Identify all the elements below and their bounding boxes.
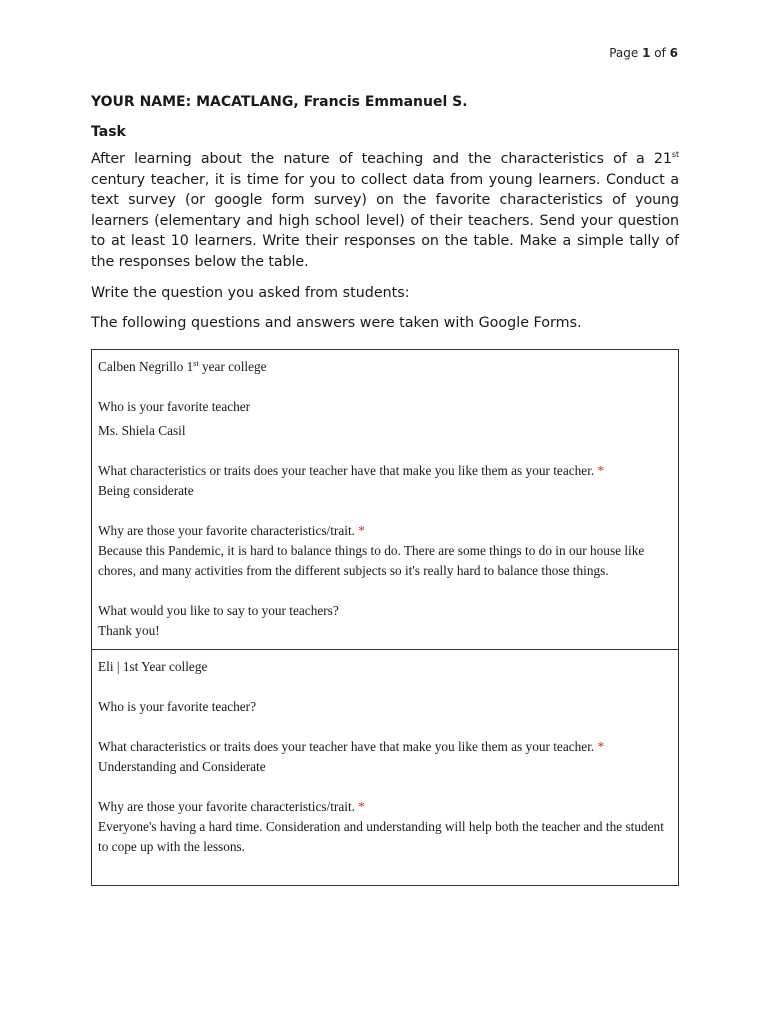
answer-why: Because this Pandemic, it is hard to balance things to do. There are some things to do in our house like chores, and many activities from the different subjects so it's really hard to balance those things. [98,543,645,578]
respondent-label: Eli | 1st Year college [98,659,208,674]
task-instructions: After learning about the nature of teaching and the characteristics of a 21st century teacher, it is time for you to collect data from young learners. Conduct a text survey (or google form survey) on the favorite characteristics of young learners (elementary and high school level) of their teachers. Send your question to at least 10 learners. Write their responses on the table. Make a simple tally of the responses below the table. [91,150,679,270]
total-pages: 6 [669,46,678,60]
table-row [92,650,679,886]
answer-favorite-teacher: Ms. Shiela Casil [98,423,186,438]
required-asterisk: * [358,523,365,538]
answer-characteristics: Being considerate [98,483,194,498]
question-favorite-teacher: Who is your favorite teacher? [98,699,257,714]
question-message: What would you like to say to your teachers? [98,603,339,618]
response-cell [92,350,679,650]
question-characteristics: What characteristics or traits does your teacher have that make you like them as your teacher. * [98,739,605,754]
answer-characteristics: Understanding and Considerate [98,759,266,774]
current-page: 1 [642,46,651,60]
answer-why: Everyone's having a hard time. Consideration and understanding will help both the teacher and the student to cope up with the lessons. [98,819,664,854]
respondent-label: Calben Negrillo 1st year college [98,359,267,374]
page-number: Page 1 of 6 [609,46,678,60]
answer-message: Thank you! [98,623,160,638]
question-why: Why are those your favorite characteristics/trait. * [98,523,365,538]
required-asterisk: * [597,463,605,478]
question-characteristics: What characteristics or traits does your teacher have that make you like them as your teacher. * [98,463,605,478]
required-asterisk: * [358,799,365,814]
task-heading: Task [91,124,126,140]
table-row [92,350,679,650]
student-name: YOUR NAME: MACATLANG, Francis Emmanuel S. [91,94,468,110]
question-favorite-teacher: Who is your favorite teacher [98,399,251,414]
document-body [91,94,679,343]
question-why: Why are those your favorite characteristics/trait. * [98,799,365,814]
forms-note: The following questions and answers were taken with Google Forms. [91,314,582,331]
response-cell [92,650,679,886]
question-prompt: Write the question you asked from students: [91,284,410,301]
required-asterisk: * [597,739,605,754]
responses-table [91,349,679,886]
